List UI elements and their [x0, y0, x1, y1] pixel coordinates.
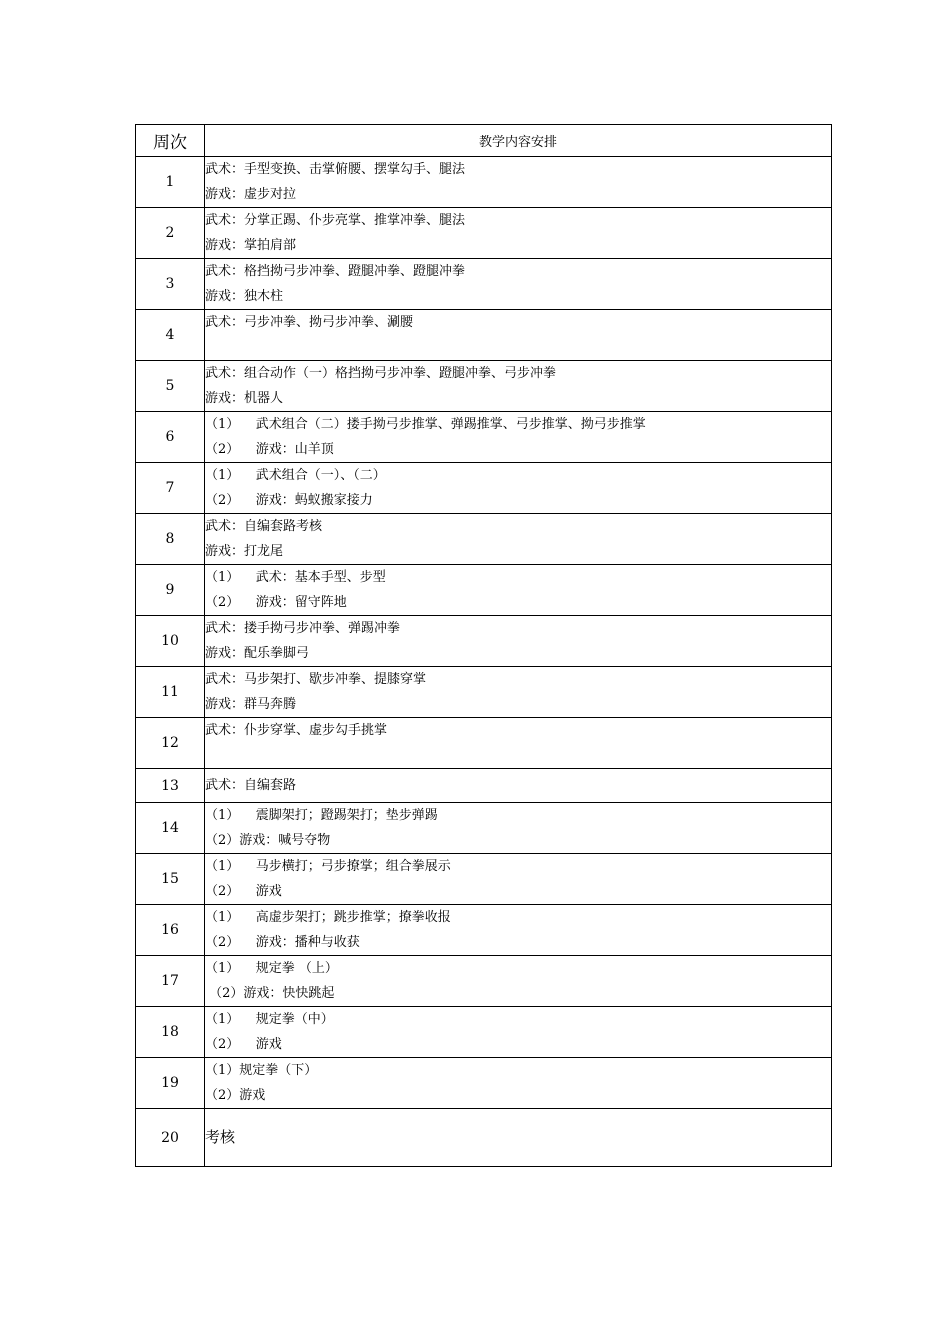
content-line: 游戏：群马奔腾	[205, 697, 297, 712]
content-line: （2） 游戏	[205, 884, 282, 899]
content-line: （1） 马步横打；弓步撩掌；组合拳展示	[205, 859, 451, 874]
week-number: 15	[136, 854, 205, 905]
content-cell	[205, 157, 832, 208]
table-row	[136, 803, 832, 854]
week-number: 13	[136, 769, 205, 803]
table-row	[136, 412, 832, 463]
table-row	[136, 905, 832, 956]
content-line: （1） 规定拳（中）	[205, 1012, 334, 1027]
content-line: 武术：分掌正踢、仆步亮掌、推掌冲拳、腿法	[205, 213, 466, 228]
content-line: （1） 武术组合（二）搂手拗弓步推掌、弹踢推掌、弓步推掌、拗弓步推掌	[205, 417, 646, 432]
table-row	[136, 259, 832, 310]
content-line: （1） 规定拳 （上）	[205, 961, 338, 976]
week-number: 17	[136, 956, 205, 1007]
content-cell	[205, 803, 832, 854]
content-line: （1） 高虚步架打；跳步推掌；撩拳收报	[205, 910, 451, 925]
week-number: 14	[136, 803, 205, 854]
content-column-header: 教学内容安排	[205, 125, 832, 157]
content-cell	[205, 463, 832, 514]
table-row	[136, 157, 832, 208]
content-line: 游戏：掌拍肩部	[205, 238, 297, 253]
table-row	[136, 854, 832, 905]
content-line: （2）游戏	[205, 1088, 266, 1103]
content-cell	[205, 310, 832, 361]
content-cell	[205, 259, 832, 310]
table-row	[136, 310, 832, 361]
week-number: 9	[136, 565, 205, 616]
content-line	[205, 335, 831, 360]
table-row	[136, 1058, 832, 1109]
content-cell	[205, 565, 832, 616]
table-row	[136, 514, 832, 565]
table-header-row	[136, 125, 832, 157]
content-line: （1） 武术组合（一）、（二）	[205, 468, 386, 483]
content-cell	[205, 1109, 832, 1167]
content-cell	[205, 718, 832, 769]
week-number: 5	[136, 361, 205, 412]
content-cell	[205, 956, 832, 1007]
content-line: （2） 游戏：留守阵地	[205, 595, 347, 610]
week-number: 3	[136, 259, 205, 310]
table-row	[136, 667, 832, 718]
content-line: （1）规定拳（下）	[205, 1063, 318, 1078]
week-number: 16	[136, 905, 205, 956]
content-line: 游戏：配乐拳脚弓	[205, 646, 310, 661]
content-line: 武术：格挡拗弓步冲拳、蹬腿冲拳、蹬腿冲拳	[205, 264, 466, 279]
content-cell	[205, 616, 832, 667]
week-column-header: 周次	[136, 125, 205, 157]
content-line: 游戏：打龙尾	[205, 544, 284, 559]
content-line: 武术：马步架打、歇步冲拳、提膝穿掌	[205, 672, 427, 687]
table-row	[136, 565, 832, 616]
table-row	[136, 361, 832, 412]
content-line: 武术：仆步穿掌、虚步勾手挑掌	[205, 723, 388, 738]
week-number: 12	[136, 718, 205, 769]
week-number: 10	[136, 616, 205, 667]
table-row	[136, 463, 832, 514]
content-line	[205, 743, 831, 768]
content-cell	[205, 412, 832, 463]
table-row	[136, 718, 832, 769]
week-number: 7	[136, 463, 205, 514]
content-line: 武术：自编套路考核	[205, 519, 323, 534]
content-line: 武术：搂手拗弓步冲拳、弹踢冲拳	[205, 621, 401, 636]
week-number: 11	[136, 667, 205, 718]
content-line: （2） 游戏：山羊顶	[205, 442, 334, 457]
content-cell	[205, 667, 832, 718]
week-number: 20	[136, 1109, 205, 1167]
content-line: 武术：弓步冲拳、拗弓步冲拳、涮腰	[205, 315, 414, 330]
content-line: （2） 游戏	[205, 1037, 282, 1052]
content-line: 武术：自编套路	[205, 778, 297, 793]
week-number: 6	[136, 412, 205, 463]
week-number: 2	[136, 208, 205, 259]
week-number: 8	[136, 514, 205, 565]
table-row	[136, 1109, 832, 1167]
table-row	[136, 769, 832, 803]
content-line: （2） 游戏：蚂蚁搬家接力	[205, 493, 373, 508]
content-line: 游戏：独木柱	[205, 289, 284, 304]
content-cell	[205, 361, 832, 412]
content-line: 考核	[205, 1128, 236, 1146]
week-number: 18	[136, 1007, 205, 1058]
content-cell	[205, 1007, 832, 1058]
content-cell	[205, 769, 832, 803]
week-number: 19	[136, 1058, 205, 1109]
content-line: （1） 武术：基本手型、步型	[205, 570, 386, 585]
content-cell	[205, 208, 832, 259]
content-line: 游戏：虚步对拉	[205, 187, 297, 202]
table-row	[136, 956, 832, 1007]
content-cell	[205, 1058, 832, 1109]
content-line: （2）游戏：喊号夺物	[205, 833, 331, 848]
content-line: （1） 震脚架打；蹬踢架打；垫步弹踢	[205, 808, 438, 823]
content-cell	[205, 854, 832, 905]
content-line: 游戏：机器人	[205, 391, 284, 406]
table-row	[136, 616, 832, 667]
table-row	[136, 1007, 832, 1058]
table-row	[136, 208, 832, 259]
content-line: （2） 游戏：播种与收获	[205, 935, 360, 950]
content-line: 武术：手型变换、击掌俯腰、摆掌勾手、腿法	[205, 162, 466, 177]
content-cell	[205, 514, 832, 565]
content-line: （2）游戏：快快跳起	[205, 986, 335, 1001]
teaching-schedule-table	[135, 124, 832, 1167]
week-number: 1	[136, 157, 205, 208]
content-cell	[205, 905, 832, 956]
content-line: 武术：组合动作（一）格挡拗弓步冲拳、蹬腿冲拳、弓步冲拳	[205, 366, 557, 381]
week-number: 4	[136, 310, 205, 361]
